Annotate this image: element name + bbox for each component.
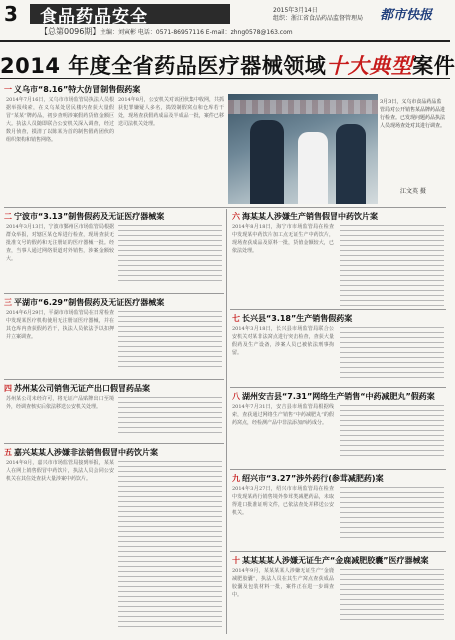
- case-title-8: 湖州安吉县“7.31”网络生产销售“中药减肥丸”假药案: [242, 392, 435, 401]
- case-text-4b: [118, 397, 222, 437]
- case-text-1b: 2014年8月，公安机关对该团伙集中收网，共抓获犯罪嫌疑人多名，捣毁制假窝点和仓库若干处，现场查获假药成品及半成品一批，案件已移送司法机关处理。: [118, 97, 224, 127]
- photo-caption: 3月3日，义乌市食品药品监管局对公开销售某品牌药品进行检查。已发现问题药品执法人员现场查处对其进行调查。: [380, 99, 446, 129]
- case-title-6: 海某某人涉嫌生产销售假冒中药饮片案: [242, 212, 378, 221]
- case-title-7: 长兴县“3.18”生产销售假药案: [242, 314, 353, 323]
- case-text-9a: 2014年3月27日，绍兴市市场监管局在检查中发现某药行销售境外参茸类减肥药品，未取得进口批准证明文件，已依法查处并移送公安机关。: [232, 486, 334, 516]
- case-text-5b: [118, 461, 222, 631]
- case-marker-3: 三: [4, 298, 12, 307]
- case-title-3: 平湖市“6.29”制售假药及无证医疗器械案: [14, 298, 165, 307]
- case-text-9b: [340, 487, 444, 542]
- photo-shelf-shape: [228, 100, 378, 114]
- editor-info: 主编：刘寅彬 电话：0571-86957116 E-mail：zhng0578@163.com: [100, 29, 293, 36]
- case-marker-9: 九: [232, 474, 240, 483]
- case-marker-8: 八: [232, 392, 240, 401]
- case-text-2a: 2014年3月13日，宁波市鄞州区市场监管局根据群众举报，对辖区某仓库进行检查，现场查获无批准文号的假药和无注册证的医疗器械一批。经查，当事人通过网络渠道对外销售，涉案金额较大。: [6, 224, 114, 262]
- section-divider-4: [4, 443, 224, 444]
- photo-pharmacist-figure: [298, 132, 328, 204]
- case-title-9: 绍兴市“3.27”涉外药行(参茸减肥药)案: [242, 474, 384, 483]
- case-marker-5: 五: [4, 448, 12, 457]
- case-text-3b: [118, 311, 222, 371]
- case-marker-6: 六: [232, 212, 240, 221]
- case-heading-4: [4, 383, 150, 394]
- case-title-10: 某某某某人涉嫌无证生产“金鹿减肥胶囊”医疗器械案: [242, 556, 429, 565]
- case-title-5: 嘉兴某某人涉嫌非法销售假冒中药饮片案: [14, 448, 158, 457]
- case-title-2: 宁波市“3.13”制售假药及无证医疗器械案: [14, 212, 165, 221]
- case-text-4a: 苏州某公司未经许可，将无证产品贴牌出口至境外，经调查核实后依法移送公安机关处理。: [6, 396, 114, 410]
- case-marker-7: 七: [232, 314, 240, 323]
- case-text-1a: 2014年7月16日，义乌市市场监管局执法人员根据举报线索，在义乌某处居民楼内查获大量假冒“某某”牌药品，初步查明涉案假药货值金额巨大。执法人员随即联合公安机关深入调查，经过数月侦查，摸清了以陈某为首的制售假药团伙的组织架构和销售网络。: [6, 97, 114, 143]
- publisher-info: 组织：浙江省食品药品监督管理局: [273, 15, 364, 22]
- headline-part3: 案件: [412, 54, 455, 78]
- issue-date: 2015年3月14日: [273, 7, 318, 14]
- section-divider-r4: [230, 551, 446, 552]
- case-heading-9: [232, 473, 384, 484]
- case-text-6b: [340, 225, 444, 310]
- case-heading-6: [232, 211, 378, 222]
- case-heading-3: [4, 297, 164, 308]
- case-text-6a: 2014年8月18日，海宁市市场监管局在检查中发现某中药饮片加工点无证生产中药饮片，现场查获成品及原料一批，货值金额较大，已依法处理。: [232, 224, 334, 254]
- case-text-2b: [118, 225, 222, 285]
- case-marker-10: 十: [232, 556, 240, 565]
- newspaper-logo: 都市快报: [380, 8, 433, 23]
- masthead: [0, 0, 450, 40]
- case-text-10b: [340, 569, 444, 624]
- photo-credit: 江文英 摄: [400, 188, 426, 195]
- photo-officer-figure: [250, 120, 284, 204]
- news-photo: [228, 94, 378, 204]
- case-heading-8: [232, 391, 435, 402]
- case-text-8b: [340, 405, 444, 460]
- case-marker-4: 四: [4, 384, 12, 393]
- case-heading-1: [4, 84, 140, 95]
- section-divider-r3: [230, 469, 446, 470]
- section-divider-r2: [230, 387, 446, 388]
- headline-emphasis: 十大典型: [326, 54, 413, 78]
- masthead-rule: [0, 40, 450, 42]
- main-headline: [0, 50, 455, 80]
- section-code: 【总第0096期】: [40, 27, 101, 36]
- case-marker-1: 一: [4, 85, 12, 94]
- photo-officer-figure-2: [336, 124, 366, 204]
- case-title-4: 苏州某公司销售无证产出口假冒药品案: [14, 384, 150, 393]
- section-divider-1: [4, 207, 446, 208]
- headline-rule: [0, 78, 450, 79]
- section-divider-3: [4, 379, 224, 380]
- case-title-1: 义乌市“8.16”特大仿冒制售假药案: [14, 85, 141, 94]
- headline-part1: 2014 年度全省药品医疗器械领域: [0, 54, 327, 78]
- case-text-5a: 2014年8月，嘉兴市市场监管局接到举报，某某人在网上销售假冒中药饮片，执法人员会同公安机关在其住处查获大量涉案中药饮片。: [6, 460, 114, 482]
- section-divider-r1: [230, 309, 446, 310]
- case-text-8a: 2014年7月31日，安吉县市场监管局根据线索，查获通过网络生产销售“中药减肥丸”的假药窝点，经检测产品中非法添加西药成分。: [232, 404, 334, 426]
- case-heading-10: [232, 555, 429, 566]
- section-title: 食品药品安全: [40, 7, 148, 27]
- page-number: 3: [4, 2, 18, 26]
- case-marker-2: 二: [4, 212, 12, 221]
- case-heading-5: [4, 447, 158, 458]
- case-text-7a: 2014年3月18日，长兴县市场监管局联合公安机关对某非法窝点进行突击检查，查获大量假药及生产设备，涉案人员已被依法刑事拘留。: [232, 326, 334, 356]
- case-heading-2: [4, 211, 164, 222]
- case-text-7b: [340, 327, 444, 382]
- case-heading-7: [232, 313, 352, 324]
- section-divider-2: [4, 293, 224, 294]
- case-text-10a: 2014年9月，某某某某人涉嫌无证生产“金鹿减肥胶囊”，执法人员在其生产窝点查获成品胶囊及包装材料一批，案件正在进一步调查中。: [232, 568, 334, 598]
- case-text-3a: 2014年6月29日，平湖市市场监管局在日常检查中发现某医疗机构使用无注册证医疗器械，并在其仓库内查获假药若干，执法人员依法予以扣押并立案调查。: [6, 310, 114, 340]
- column-divider: [226, 209, 227, 634]
